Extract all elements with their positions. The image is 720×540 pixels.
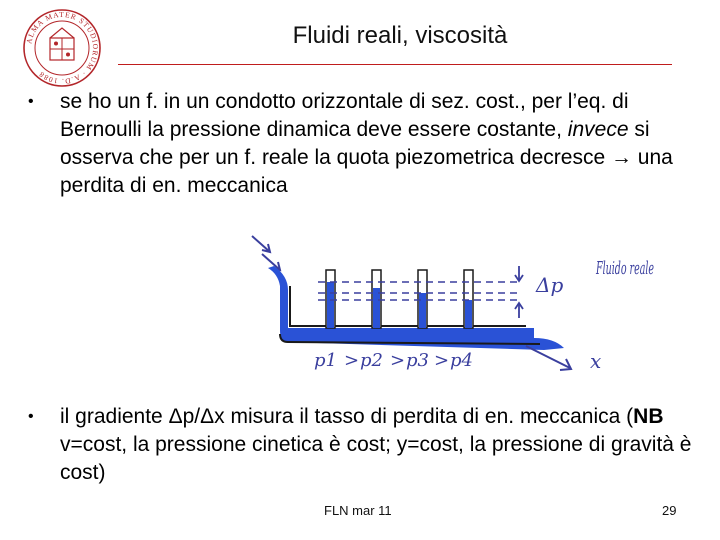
university-seal-logo [22,8,102,88]
pressure-label-p2: p2 [360,350,383,371]
pressure-label-p3: p3 [406,350,429,371]
pressure-labels [314,350,473,371]
viscous-flow-diagram [244,230,664,380]
bullet-text [60,88,698,200]
bold-note-text: NB [633,405,664,428]
title-divider [118,64,672,65]
fluid-label-block [595,258,654,279]
bullet-text [60,403,698,487]
comparison-sign: > [344,350,360,371]
delta-p-label: Δp [536,273,564,297]
fluid-label: Fluido reale [595,258,654,279]
delta-p-arrow-icon [515,266,523,318]
x-axis-label: x [590,349,602,373]
pressure-label-p1: p1 [314,350,337,371]
emphasis-text: invece [567,118,629,141]
slide-title: Fluidi reali, viscosità [292,22,508,49]
footer-course-label: FLN mar 11 [324,503,392,518]
bullet-dot-icon: • [28,408,34,425]
bullet-item [28,88,698,200]
piezometer-tubes [326,270,473,328]
bullet-text-part: il gradiente Δp/Δx misura il tasso di perdita di en. meccanica ( [60,405,634,428]
bullet-text-part: si osserva che per un f. reale la quota piezometrica decresce → una perdita di en. meccanica [60,118,673,197]
bullet-text-part: v=cost, la pressione cinetica è cost; y=cost, la pressione di gravità è cost) [60,433,692,484]
inlet-arrow-icon [252,236,280,270]
pressure-label-p4: p4 [450,350,473,371]
bullet-text-part: se ho un f. in un condotto orizzontale di sez. cost., per l’eq. di Bernoulli la pressione dinamica deve essere costante, [60,90,629,141]
comparison-sign: > [390,350,406,371]
svg-text:ALMA MATER STUDIORUM · A.D. 10: ALMA MATER STUDIORUM · A.D. 1088 [24,9,101,87]
page-number: 29 [662,503,677,518]
bullet-dot-icon: • [28,93,34,110]
comparison-sign: > [434,350,450,371]
bullet-item [28,403,698,487]
flow-direction-arrow-icon [526,346,571,370]
